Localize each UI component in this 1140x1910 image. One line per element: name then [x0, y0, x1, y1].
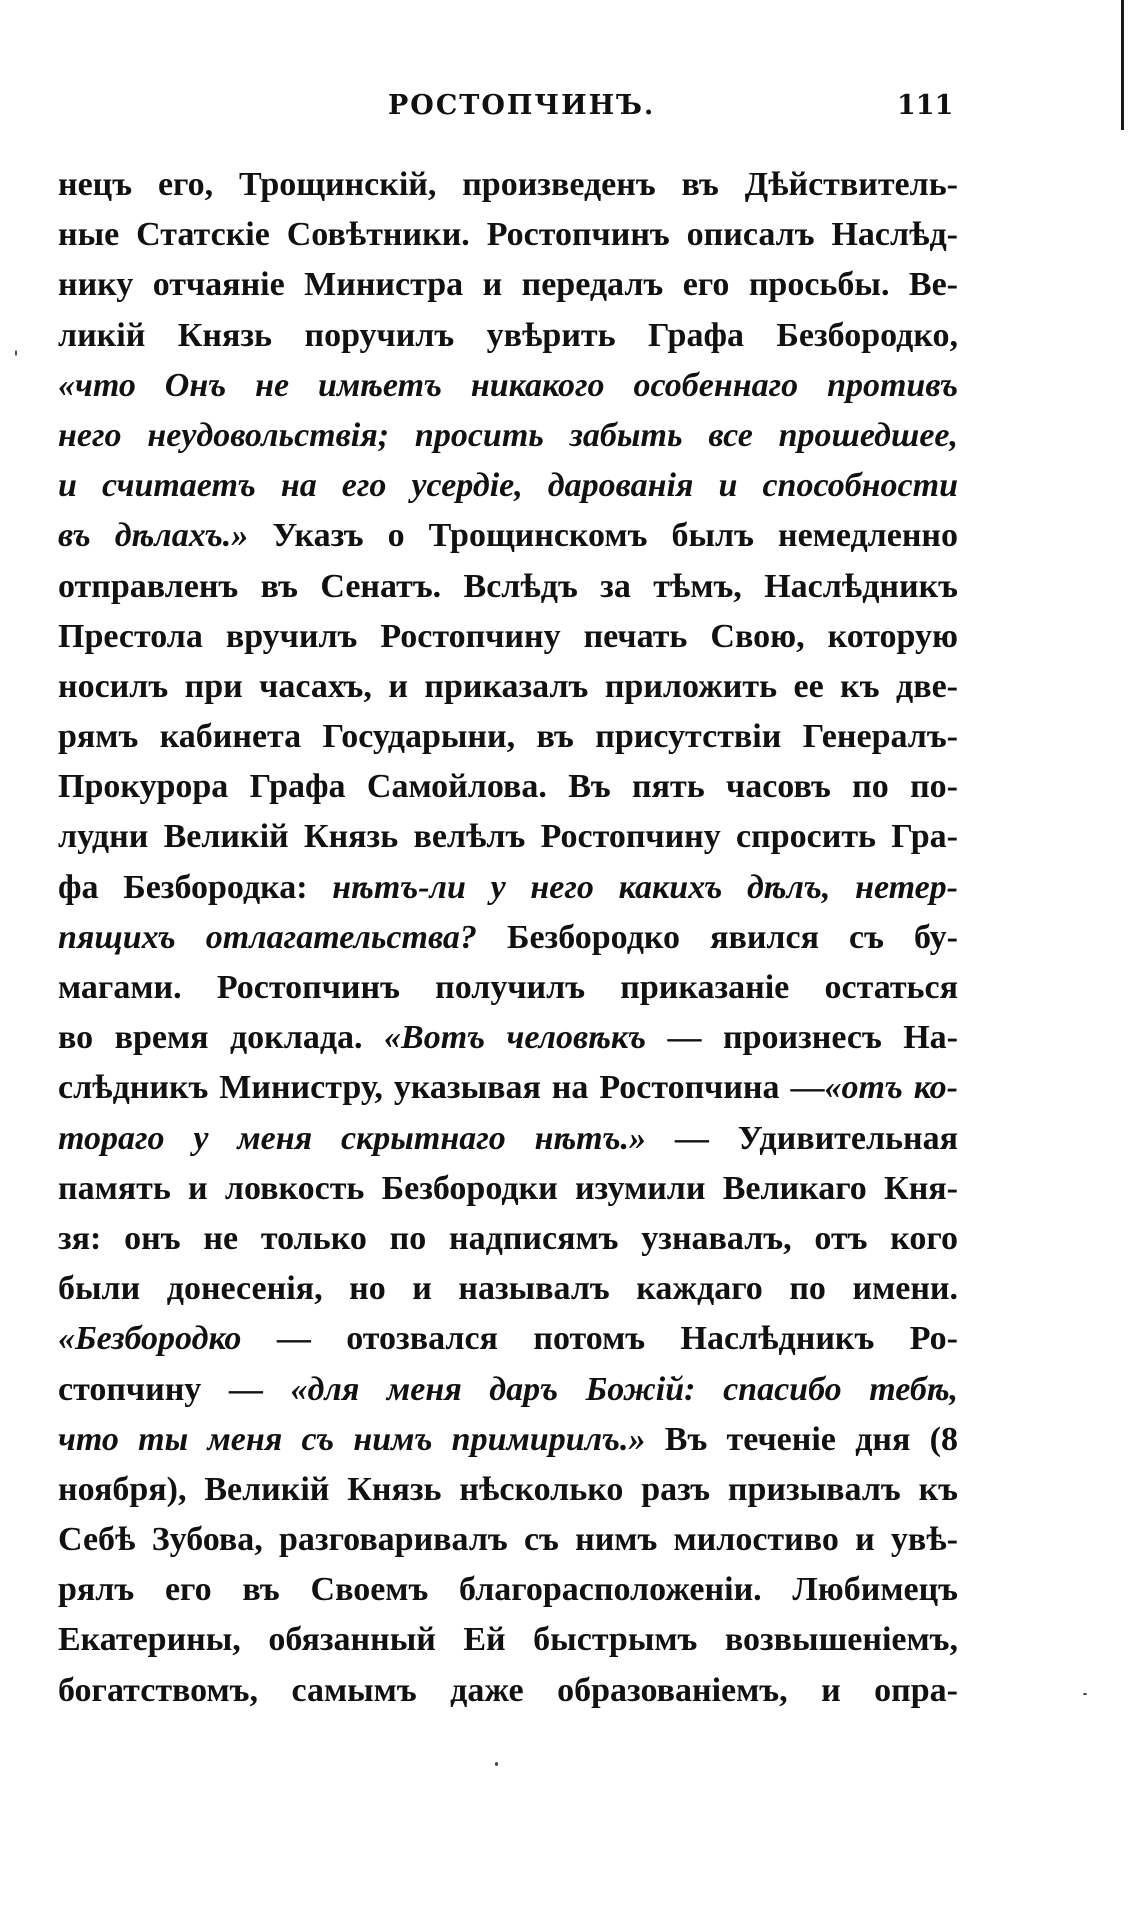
text-line [58, 461, 958, 511]
body-text [58, 160, 958, 1716]
text-line [58, 812, 958, 862]
text-line [58, 1314, 958, 1364]
text-run: зя: онъ не только по надписямъ узнавалъ, отъ кого [58, 1219, 958, 1257]
text-run: фа Безбородка: [58, 868, 333, 906]
text-line [58, 712, 958, 762]
text-line [58, 662, 958, 712]
text-run: ликій Князь поручилъ увѣрить Графа Безбородко, [58, 316, 958, 354]
text-run: рялъ его въ Своемъ благорасположеніи. Любимецъ [58, 1571, 958, 1609]
print-speck [15, 350, 17, 356]
text-run: Безбородко явился съ бу- [476, 918, 958, 956]
running-head [0, 84, 1140, 134]
text-line [58, 1615, 958, 1665]
text-run: — отозвался потомъ Наслѣдникъ Ро- [241, 1320, 958, 1358]
italic-text: нѣтъ-ли у него какихъ дѣлъ, нетер- [332, 868, 958, 906]
text-run: нику отчаяніе Министра и передалъ его просьбы. Ве- [58, 266, 958, 304]
text-run: Себѣ Зубова, разговаривалъ съ нимъ милостиво и увѣ- [58, 1521, 958, 1559]
text-run: были донесенія, но и называлъ каждаго по имени. [58, 1270, 958, 1308]
text-run: стопчину — [58, 1370, 291, 1408]
page-number: 111 [897, 90, 954, 121]
text-line [58, 311, 958, 361]
italic-text: въ дѣлахъ.» [58, 517, 249, 555]
text-line [58, 963, 958, 1013]
text-line [58, 612, 958, 662]
text-line [58, 1515, 958, 1565]
text-line [58, 1365, 958, 1415]
text-line [58, 260, 958, 310]
text-line [58, 1013, 958, 1063]
italic-text: тораго у меня скрытнаго нѣтъ.» [58, 1119, 647, 1157]
text-run: носилъ при часахъ, и приказалъ приложить ее къ две- [58, 667, 958, 705]
text-run: Указъ о Трощинскомъ былъ немедленно [248, 517, 959, 555]
text-run: Въ теченіе дня (8 [645, 1420, 958, 1458]
text-line [58, 1264, 958, 1314]
italic-text: «отъ ко- [824, 1069, 958, 1107]
text-line [58, 1565, 958, 1615]
text-run: нецъ его, Трощинскій, произведенъ въ Дѣйствитель- [58, 166, 958, 203]
italic-text: «Безбородко [58, 1320, 242, 1358]
text-run: Екатерины, обязанный Ей быстрымъ возвышеніемъ, [58, 1621, 958, 1659]
text-line [58, 1415, 958, 1465]
text-line [58, 411, 958, 461]
print-speck [1083, 1693, 1087, 1695]
text-run: отправленъ въ Сенатъ. Вслѣдъ за тѣмъ, Наслѣдникъ [58, 567, 958, 605]
text-line [58, 1063, 958, 1113]
italic-text: и считаетъ на его усердіе, дарованія и способности [58, 467, 958, 505]
text-run: Прокурора Графа Самойлова. Въ пять часовъ по по- [58, 768, 958, 806]
text-run: — Удивительная [646, 1119, 958, 1157]
text-run: память и ловкость Безбородки изумили Великаго Кня- [58, 1169, 958, 1207]
text-run: слѣдникъ Министру, указывая на Ростопчина — [58, 1069, 825, 1107]
italic-text: пящихъ отлагательства? [58, 918, 477, 956]
text-line [58, 1114, 958, 1164]
text-line [58, 210, 958, 260]
italic-text: «что Онъ не имѣетъ никакого особеннаго противъ [58, 366, 958, 404]
italic-text: «для меня даръ Божій: спасибо тебѣ, [290, 1370, 958, 1408]
text-run: рямъ кабинета Государыни, въ присутствіи Генералъ- [58, 718, 958, 756]
text-run: во время доклада. [58, 1019, 385, 1057]
text-run: лудни Великій Князь велѣлъ Ростопчину спросить Гра- [58, 818, 958, 856]
italic-text: него неудовольствія; просить забыть все прошедшее, [58, 416, 958, 454]
text-line [58, 1465, 958, 1515]
running-title: РОСТОПЧИНЪ. [388, 90, 656, 121]
text-run: — произнесъ На- [646, 1019, 959, 1057]
text-line [58, 160, 958, 210]
text-line [58, 913, 958, 963]
text-run: ные Статскіе Совѣтники. Ростопчинъ описалъ Наслѣд- [58, 216, 958, 254]
text-line [58, 361, 958, 411]
italic-text: что ты меня съ нимъ примирилъ.» [58, 1420, 646, 1458]
text-run: Престола вручилъ Ростопчину печать Свою, которую [58, 617, 958, 655]
text-run: богатствомъ, самымъ даже образованіемъ, и опра- [58, 1671, 958, 1709]
text-line [58, 1164, 958, 1214]
text-run: магами. Ростопчинъ получилъ приказаніе остаться [58, 969, 958, 1006]
text-line [58, 762, 958, 812]
italic-text: «Вотъ человѣкъ [384, 1019, 647, 1057]
text-line [58, 1214, 958, 1264]
text-line [58, 511, 958, 561]
text-line [58, 863, 958, 913]
text-line [58, 562, 958, 612]
text-line [58, 1666, 958, 1716]
print-speck [495, 1762, 498, 1766]
text-run: ноября), Великій Князь нѣсколько разъ призывалъ къ [58, 1470, 958, 1508]
